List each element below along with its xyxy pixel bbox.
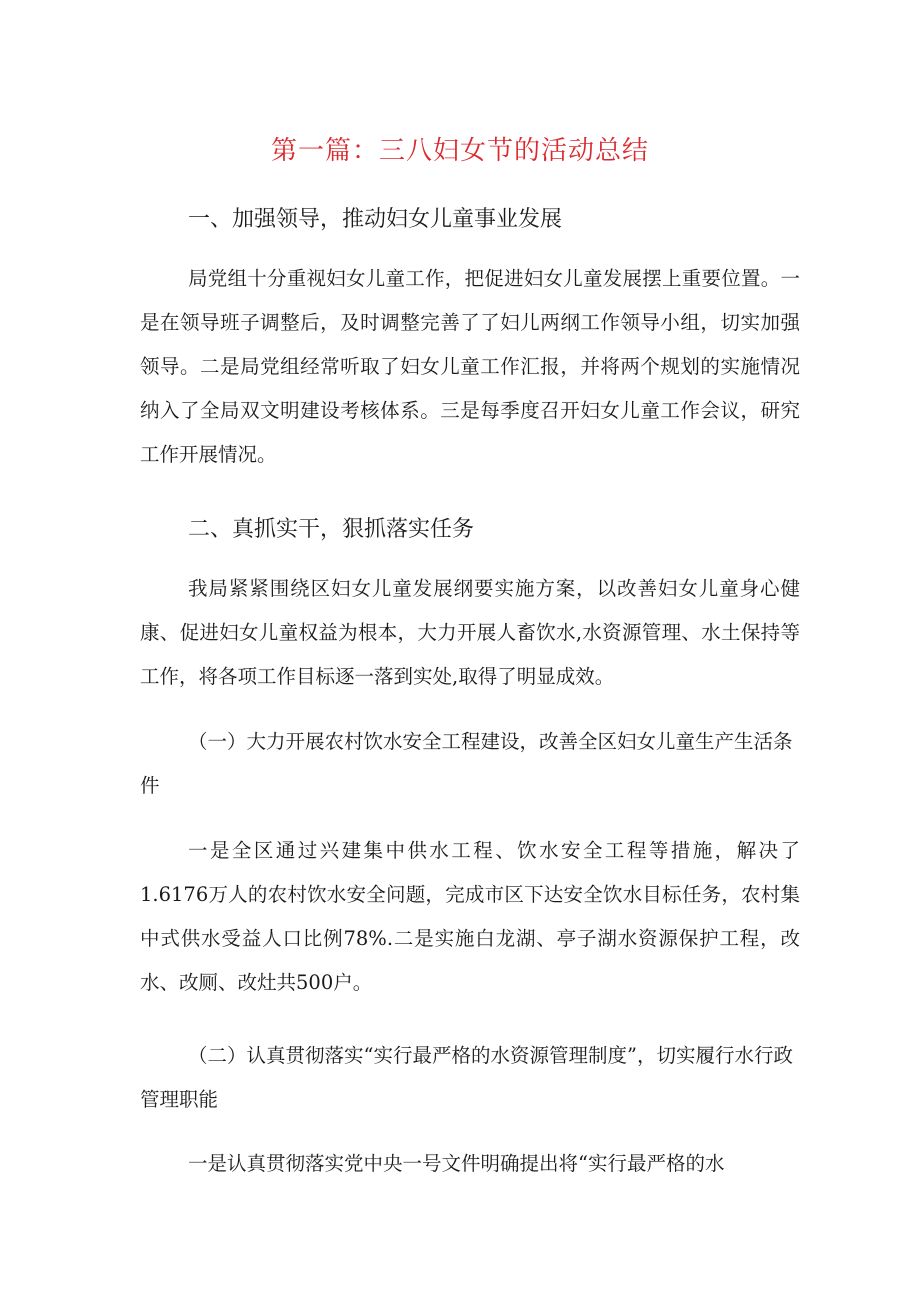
- section-2-paragraph: 我局紧紧围绕区妇女儿童发展纲要实施方案，以改善妇女儿童身心健康、促进妇女儿童权益为根本，大力开展人畜饮水,水资源管理、水土保持等工作，将各项工作目标逐一落到实处,取得了明显成效。: [140, 577, 800, 688]
- document-title: 第一篇：三八妇女节的活动总结: [270, 136, 649, 166]
- subsection-1-heading: （一）大力开展农村饮水安全工程建设，改善全区妇女儿童生产生活条件: [140, 730, 793, 797]
- subsection-2-paragraph: 一是认真贯彻落实党中央一号文件明确提出将“实行最严格的水: [188, 1152, 725, 1175]
- section-1-paragraph: 局党组十分重视妇女儿童工作，把促进妇女儿童发展摆上重要位置。一是在领导班子调整后，及时调整完善了了妇儿两纲工作领导小组，切实加强领导。二是局党组经常听取了妇女儿童工作汇报，并将两个规划的实施情况纳入了全局双文明建设考核体系。三是每季度召开妇女儿童工作会议，研究工作开展情况。: [140, 267, 800, 466]
- section-2-heading: 二、真抓实干，狠抓落实任务: [188, 517, 475, 542]
- subsection-1-paragraph: 一是全区通过兴建集中供水工程、饮水安全工程等措施，解决了1.6176万人的农村饮水安全问题，完成市区下达安全饮水目标任务，农村集中式供水受益人口比例78%.二是实施白龙湖、亭子湖水资源保护工程，改水、改厕、改灶共500户。: [140, 839, 800, 994]
- section-1-heading: 一、加强领导，推动妇女儿童事业发展: [188, 207, 563, 232]
- subsection-2-heading: （二）认真贯彻落实“实行最严格的水资源管理制度”，切实履行水行政管理职能: [140, 1044, 793, 1111]
